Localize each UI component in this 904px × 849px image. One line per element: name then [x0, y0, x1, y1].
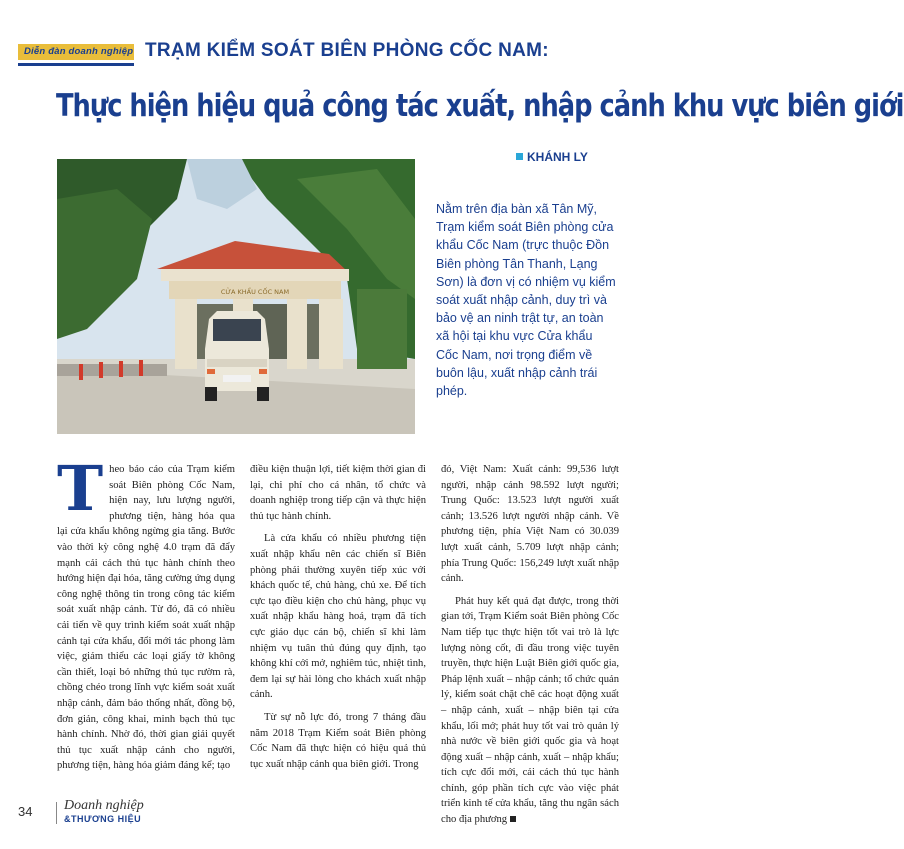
paragraph-3-continuation: đó, Việt Nam: Xuất cảnh: 99,536 lượt người, nhập cảnh 98.592 lượt người; Trung Quốc: 13.523 lượt người xuất cảnh; 13.526 lượt người nhập cảnh. Về phương tiện, phía Việt Nam có 30.039 lượt xuất cảnh, 5.709 lượt nhập cảnh; phía Trung Quốc: 156,249 lượt xuất nhập cảnh.	[441, 464, 619, 585]
magazine-name-line-2: &THƯƠNG HIỆU	[64, 814, 142, 824]
page-number: 34	[18, 804, 33, 819]
section-tag-label: Diễn đàn doanh nghiệp	[24, 46, 134, 57]
paragraph-3: Từ sự nỗ lực đó, trong 7 tháng đầu năm 2018 Trạm Kiểm soát Biên phòng Cốc Nam đã thực hiện có hiệu quả thủ tục xuất nhập cảnh qua biên giới. Trong	[250, 711, 426, 770]
body-column-2	[250, 462, 426, 779]
body-column-1	[57, 452, 235, 781]
minivan	[205, 311, 269, 401]
page-footer	[18, 798, 218, 828]
byline-square-icon	[516, 153, 523, 160]
end-mark-icon	[510, 816, 516, 822]
author-name: KHÁNH LY	[527, 150, 588, 164]
section-tag	[18, 44, 134, 66]
footer-divider	[56, 802, 57, 824]
paragraph-1-continuation: điều kiện thuận lợi, tiết kiệm thời gian đi lại, chi phí cho cá nhân, tổ chức và doanh nghiệp trong tiếp cận và thực hiện thủ tục hành chính.	[250, 464, 426, 522]
border-gate-illustration	[57, 159, 415, 434]
paragraph-1-text: heo báo cáo của Trạm kiểm soát Biên phòng Cốc Nam, hiện nay, lưu lượng người, phương tiện, hàng hóa qua lại cửa khẩu không ngừng gia tăng. Bước vào thời kỳ công nghệ 4.0 trạm đã đẩy mạnh cải cách thủ tục hành chính theo hướng hiện đại hóa, tăng cường ứng dụng công nghệ thông tin trong công tác kiểm soát xuất nhập cảnh. Từ đó, đã có nhiều cải tiến về quy trình kiểm soát xuất nhập cảnh tại cửa khẩu, đổi mới tác phong làm việc, giảm thiểu các loại giấy tờ không cần thiết, loại bỏ những thủ tục rườm rà, chồng chéo trong lĩnh vực kiểm soát xuất nhập cảnh, đảm bảo thống nhất, đồng bộ, đơn giản, công khai, minh bạch thủ tục hành chính. Nhờ đó, thời gian giải quyết thủ tục xuất nhập cảnh cho người, phương tiện, hàng hóa giảm đáng kể; tạo	[57, 464, 235, 772]
drop-cap: T	[57, 452, 104, 525]
article-title: Thực hiện hiệu quả công tác xuất, nhập cảnh khu vực biên giới	[56, 88, 904, 124]
magazine-name-line-1: Doanh nghiệp	[64, 798, 144, 813]
border-gate-photo	[57, 159, 415, 434]
author-byline	[516, 150, 588, 164]
gate-sign-text: CỬA KHẨU CỐC NAM	[220, 288, 290, 296]
paragraph-1	[57, 452, 235, 774]
body-column-3	[441, 462, 619, 835]
article-kicker: TRẠM KIỂM SOÁT BIÊN PHÒNG CỐC NAM:	[145, 40, 549, 61]
paragraph-4-text: Phát huy kết quả đạt được, trong thời gian tới, Trạm Kiểm soát Biên phòng Cốc Nam tiếp tục thực hiện tốt vai trò là lực lượng nòng cốt, đi đầu trong việc tuyên truyền, thực hiện Luật Biên giới quốc gia, Pháp lệnh xuất – nhập cảnh; tổ chức quản lý, kiểm soát chặt chẽ các hoạt động xuất – nhập cảnh, xuất – nhập biên tại cửa khẩu, lối mở; phát huy tốt vai trò quản lý nhà nước về biên giới quốc gia và hoạt động xuất – nhập cảnh, xuất – nhập khẩu; tích cực đổi mới, cải cách thủ tục hành chính, góp phần tích cực vào việc phát triển kinh tế cửa khẩu, tăng thu ngân sách cho địa phương	[441, 595, 619, 826]
paragraph-4	[441, 594, 619, 828]
lead-paragraph: Nằm trên địa bàn xã Tân Mỹ, Trạm kiểm soát Biên phòng cửa khẩu Cốc Nam (trực thuộc Đồn Biên phòng Tân Thanh, Lạng Sơn) là đơn vị có nhiệm vụ kiểm soát xuất nhập cảnh, duy trì và bảo vệ an ninh trật tự, an toàn xã hội tại khu vực Cửa khẩu Cốc Nam, nơi trọng điểm về buôn lậu, xuất nhập cảnh trái phép.	[436, 202, 616, 399]
paragraph-2: Là cửa khẩu có nhiều phương tiện xuất nhập khẩu nên các chiến sĩ Biên phòng phải thường xuyên tiếp xúc với khách quốc tế, chủ hàng, chủ xe. Để tích cực tạo điều kiện cho chủ hàng, phục vụ xuất nhập khẩu hàng hoá, trạm đã tích cực giáo dục cán bộ, chiến sĩ khi làm nhiệm vụ tuân thủ đúng quy định, tạo không khí cởi mở, nghiêm túc, nhiệt tình, đem lại sự hài lòng cho khách xuất nhập cảnh.	[250, 533, 426, 701]
